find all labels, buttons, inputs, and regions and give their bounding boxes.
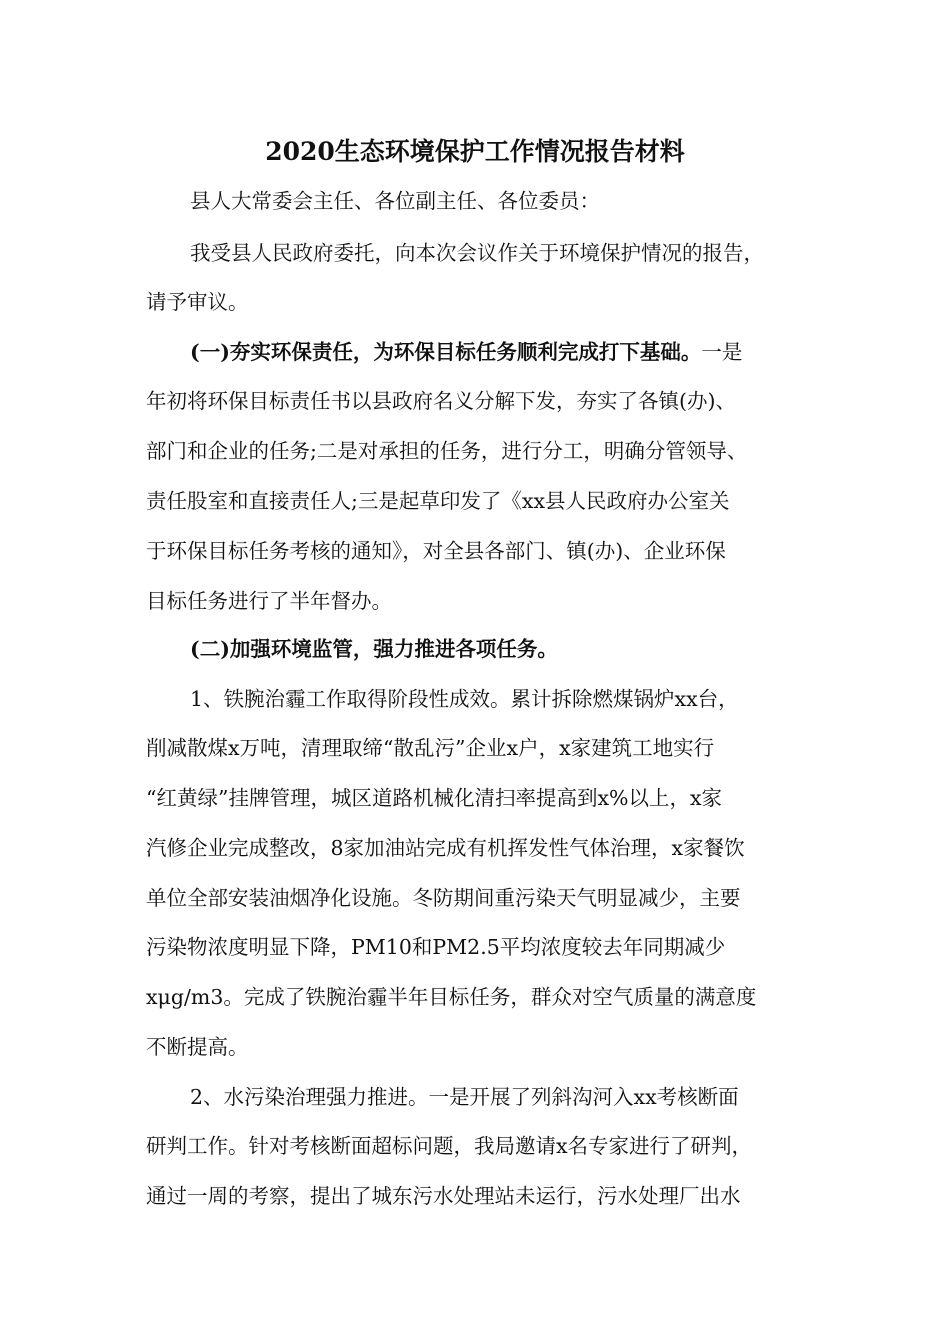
line-text: 污染物浓度明显下降，PM10和PM2.5平均浓度较去年同期减少 [146,935,726,959]
body-line [146,287,249,317]
line-text: 汽修企业完成整改，8家加油站完成有机挥发性气体治理，x家餐饮 [146,836,745,860]
body-line [146,1131,752,1161]
body-line [146,883,741,913]
body-line [146,486,730,516]
line-text: 不断提高。 [146,1035,249,1059]
section-heading-2: (二)加强环境监管，强力推进各项任务。 [190,637,558,661]
body-line [146,733,714,763]
body-line [146,386,736,416]
line-text: 于环保目标任务考核的通知》，对全县各部门、镇(办)、企业环保 [146,539,726,563]
line-text: xμg/m3。完成了铁腕治霾半年目标任务，群众对空气质量的满意度 [146,985,757,1009]
line-text: 部门和企业的任务;二是对承担的任务，进行分工，明确分管领导、 [146,439,748,463]
body-line [146,536,726,566]
body-line [146,932,725,962]
line-text: 我受县人民政府委托，向本次会议作关于环境保护情况的报告， [190,241,764,265]
line-text: 单位全部安装油烟净化设施。冬防期间重污染天气明显减少，主要 [146,886,741,910]
line-text: 研判工作。针对考核断面超标问题，我局邀请x名专家进行了研判， [146,1134,753,1158]
body-line [190,1082,739,1112]
section-heading-1: (一)夯实环保责任，为环保目标任务顺利完成打下基础。 [190,340,702,364]
body-line [146,982,756,1012]
line-text: “红黄绿”挂牌管理，城区道路机械化清扫率提高到x%以上，x家 [146,786,723,810]
line-text: 削减散煤x万吨，清理取缔“散乱污”企业x户，x家建筑工地实行 [146,736,715,760]
body-line [146,833,745,863]
line-text: 一是 [701,340,743,364]
line-text: 县人大常委会主任、各位副主任、各位委员： [190,189,600,213]
section-heading-line [190,634,558,664]
line-text: 请予审议。 [146,290,249,314]
salutation-line [190,186,600,216]
line-text: 1、铁腕治霾工作取得阶段性成效。累计拆除燃煤锅炉xx台， [190,687,739,711]
line-text: 2、水污染治理强力推进。一是开展了列斜沟河入xx考核断面 [190,1085,739,1109]
line-text: 目标任务进行了半年督办。 [146,589,392,613]
body-line [146,436,747,466]
body-line [146,1181,741,1211]
body-line [146,783,722,813]
body-line [146,1032,249,1062]
section-heading-line [190,337,742,367]
body-line [190,238,764,268]
body-line [146,586,392,616]
body-line [190,684,739,714]
line-text: 责任股室和直接责任人;三是起草印发了《xx县人民政府办公室关 [146,489,730,513]
line-text: 通过一周的考察，提出了城东污水处理站未运行，污水处理厂出水 [146,1184,741,1208]
document-title: 2020生态环境保护工作情况报告材料 [265,137,685,166]
line-text: 年初将环保目标责任书以县政府名义分解下发，夯实了各镇(办)、 [146,389,736,413]
